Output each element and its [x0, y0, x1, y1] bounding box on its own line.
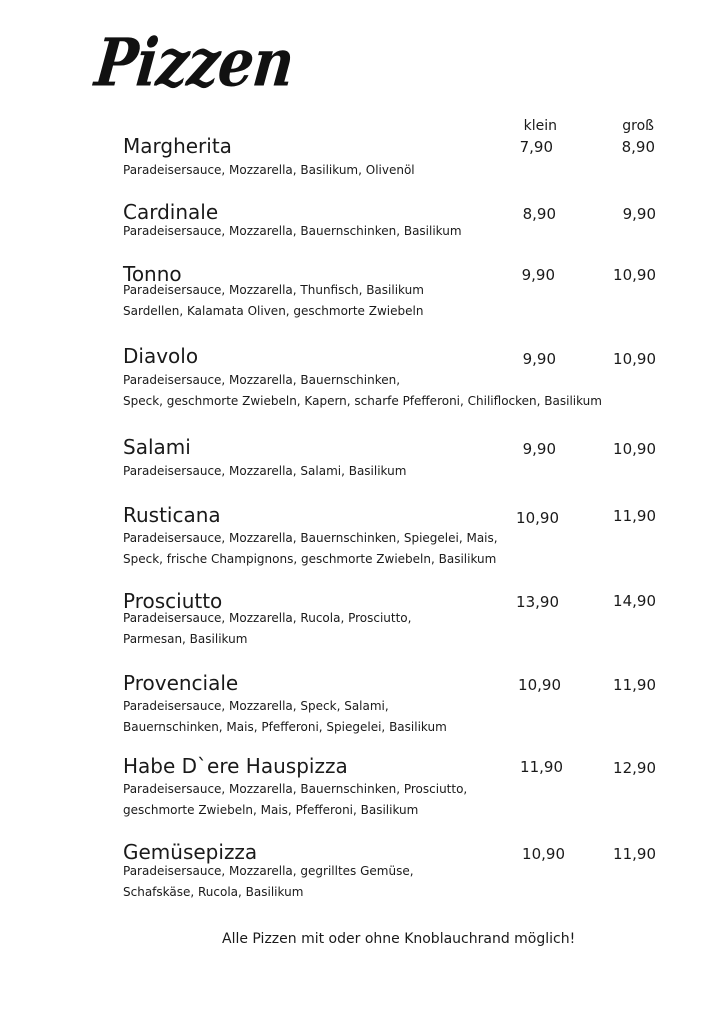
item-name: Habe D`ere Hauspizza — [123, 754, 348, 778]
page-title: Pizzen — [91, 24, 298, 103]
item-description: Paradeisersauce, Mozzarella, Rucola, Prosciutto, — [123, 611, 412, 625]
price-small: 10,90 — [522, 845, 565, 863]
price-large: 10,90 — [613, 350, 656, 368]
item-description: Parmesan, Basilikum — [123, 632, 248, 646]
item-name: Salami — [123, 435, 191, 459]
item-name: Cardinale — [123, 200, 219, 224]
price-large: 12,90 — [613, 759, 656, 777]
price-large: 8,90 — [621, 138, 655, 156]
price-large: 14,90 — [613, 592, 656, 610]
price-large: 9,90 — [622, 205, 656, 223]
item-name: Tonno — [123, 262, 182, 286]
item-description: geschmorte Zwiebeln, Mais, Pfefferoni, Basilikum — [123, 803, 419, 817]
price-small: 13,90 — [516, 593, 559, 611]
price-small: 9,90 — [522, 350, 556, 368]
price-small: 7,90 — [519, 138, 553, 156]
item-name: Margherita — [123, 134, 232, 158]
item-description: Paradeisersauce, Mozzarella, Bauernschinken, Basilikum — [123, 224, 462, 238]
item-description: Paradeisersauce, Mozzarella, gegrilltes Gemüse, — [123, 864, 414, 878]
price-small: 8,90 — [522, 205, 556, 223]
item-name: Prosciutto — [123, 589, 223, 613]
price-small: 11,90 — [520, 758, 563, 776]
price-large: 10,90 — [613, 440, 656, 458]
price-small: 9,90 — [522, 440, 556, 458]
item-description: Bauernschinken, Mais, Pfefferoni, Spiegelei, Basilikum — [123, 720, 447, 734]
item-description: Paradeisersauce, Mozzarella, Speck, Salami, — [123, 699, 389, 713]
item-description: Schafskäse, Rucola, Basilikum — [123, 885, 304, 899]
item-description: Sardellen, Kalamata Oliven, geschmorte Zwiebeln — [123, 304, 424, 318]
item-description: Paradeisersauce, Mozzarella, Salami, Basilikum — [123, 464, 407, 478]
item-name: Rusticana — [123, 503, 221, 527]
price-large: 11,90 — [613, 845, 656, 863]
price-large: 10,90 — [613, 266, 656, 284]
item-description: Speck, geschmorte Zwiebeln, Kapern, scharfe Pfefferoni, Chiliflocken, Basilikum — [123, 394, 602, 408]
item-name: Gemüsepizza — [123, 840, 258, 864]
price-small: 9,90 — [521, 266, 555, 284]
price-small: 10,90 — [516, 509, 559, 527]
item-description: Paradeisersauce, Mozzarella, Bauernschinken, — [123, 373, 401, 387]
footer-note: Alle Pizzen mit oder ohne Knoblauchrand möglich! — [222, 931, 576, 947]
item-description: Paradeisersauce, Mozzarella, Thunfisch, Basilikum — [123, 283, 424, 297]
item-description: Paradeisersauce, Mozzarella, Basilikum, Olivenöl — [123, 163, 415, 177]
price-large: 11,90 — [613, 507, 656, 525]
price-small: 10,90 — [518, 676, 561, 694]
size-label-small: klein — [523, 118, 557, 134]
price-large: 11,90 — [613, 676, 656, 694]
item-description: Paradeisersauce, Mozzarella, Bauernschinken, Spiegelei, Mais, — [123, 531, 498, 545]
item-description: Paradeisersauce, Mozzarella, Bauernschinken, Prosciutto, — [123, 782, 468, 796]
item-name: Provenciale — [123, 671, 239, 695]
size-label-large: groß — [622, 118, 654, 134]
item-description: Speck, frische Champignons, geschmorte Zwiebeln, Basilikum — [123, 552, 497, 566]
item-name: Diavolo — [123, 344, 199, 368]
